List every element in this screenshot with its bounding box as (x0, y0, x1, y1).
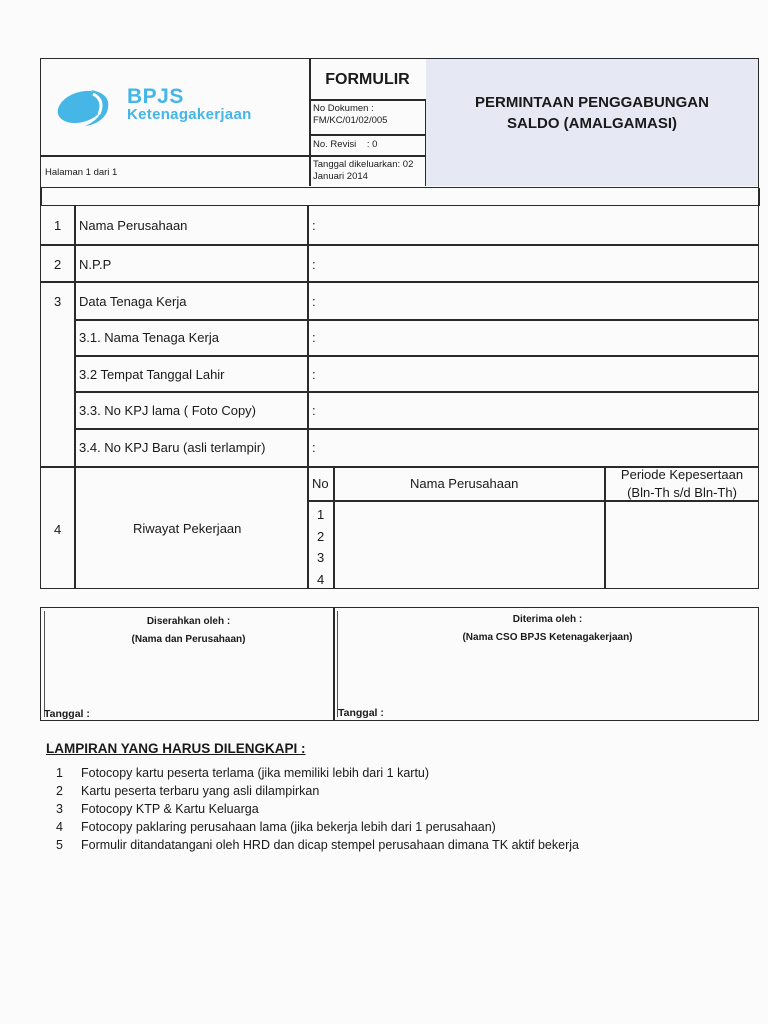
col-periode-header (606, 466, 758, 502)
riwayat-row-4: 4 (317, 572, 325, 587)
field-value-input[interactable]: : (312, 440, 316, 455)
field-value-input[interactable]: : (312, 218, 316, 233)
col-nama-perusahaan-header: Nama Perusahaan (410, 476, 519, 491)
field-label: 3.1. Nama Tenaga Kerja (79, 330, 219, 345)
lampiran-item (56, 820, 746, 836)
diserahkan-sub: (Nama dan Perusahaan) (131, 634, 246, 645)
tanggal-line1: Tanggal dikeluarkan: 02 (313, 159, 414, 170)
diserahkan-tanggal: Tanggal : (44, 708, 90, 720)
field-label: Nama Perusahaan (79, 218, 188, 233)
form-header (40, 58, 759, 188)
form-title-line2: SALDO (AMALGAMASI) (507, 115, 677, 132)
diterima-tanggal: Tanggal : (338, 707, 384, 719)
logo-text-bpjs: BPJS (127, 85, 184, 108)
lampiran-item-number: 1 (56, 766, 63, 780)
no-dokumen (313, 103, 425, 127)
lampiran-item-text: Fotocopy kartu peserta terlama (jika memiliki lebih dari 1 kartu) (81, 766, 430, 780)
riwayat-row-3: 3 (317, 550, 325, 565)
lampiran-item (56, 784, 746, 800)
lampiran-item (56, 838, 746, 854)
field-number: 2 (54, 257, 62, 272)
bpjs-logo-icon (55, 84, 125, 132)
tanggal-dikeluarkan (313, 159, 425, 183)
halaman-text: Halaman 1 dari 1 (45, 167, 118, 178)
col-no-header: No (312, 476, 329, 491)
form-title-line1: PERMINTAAN PENGGABUNGAN (475, 94, 709, 111)
lampiran-item-number: 4 (56, 820, 63, 834)
riwayat-row-1: 1 (317, 507, 325, 522)
col-periode-line1: Periode Kepesertaan (620, 467, 744, 482)
formulir-label: FORMULIR (325, 71, 410, 88)
field-label: 3.4. No KPJ Baru (asli terlampir) (79, 440, 266, 455)
field-value-input[interactable]: : (312, 330, 316, 345)
riwayat-row-2: 2 (317, 529, 325, 544)
field-label: 3.3. No KPJ lama ( Foto Copy) (79, 403, 257, 418)
no-revisi: No. Revisi : 0 (313, 139, 378, 150)
lampiran-item-number: 2 (56, 784, 63, 798)
tanggal-line2: Januari 2014 (313, 171, 368, 182)
logo-text-ketenagakerjaan: Ketenagakerjaan (127, 106, 252, 123)
row-4-number: 4 (54, 522, 62, 537)
field-value-input[interactable]: : (312, 403, 316, 418)
lampiran-title: LAMPIRAN YANG HARUS DILENGKAPI : (46, 741, 306, 756)
lampiran-item (56, 802, 746, 818)
lampiran-item-number: 5 (56, 838, 63, 852)
field-value-input[interactable]: : (312, 294, 316, 309)
field-label: 3.2 Tempat Tanggal Lahir (79, 367, 225, 382)
field-number: 1 (54, 218, 62, 233)
diserahkan-oleh: Diserahkan oleh : (146, 616, 231, 627)
field-number: 3 (54, 294, 62, 309)
diterima-sub: (Nama CSO BPJS Ketenagakerjaan) (462, 632, 633, 643)
field-value-input[interactable]: : (312, 367, 316, 382)
col-periode-line2: (Bln-Th s/d Bln-Th) (627, 485, 737, 500)
form-title (426, 92, 758, 134)
lampiran-item-text: Fotocopy paklaring perusahaan lama (jika bekerja lebih dari 1 perusahaan) (81, 820, 496, 834)
lampiran-item-text: Formulir ditandatangani oleh HRD dan dicap stempel perusahaan dimana TK aktif bekerja (81, 838, 579, 852)
bpjs-logo (55, 84, 315, 134)
diterima-oleh: Diterima oleh : (512, 614, 583, 625)
riwayat-pekerjaan-label: Riwayat Pekerjaan (133, 521, 242, 536)
form-title-box (426, 59, 758, 186)
field-label: Data Tenaga Kerja (79, 294, 187, 309)
no-dokumen-label: No Dokumen : (313, 103, 374, 114)
no-dokumen-value: FM/KC/01/02/005 (313, 115, 388, 126)
lampiran-item-text: Kartu peserta terbaru yang asli dilampirkan (81, 784, 320, 798)
lampiran-item-text: Fotocopy KTP & Kartu Keluarga (81, 802, 259, 816)
lampiran-item-number: 3 (56, 802, 63, 816)
lampiran-item (56, 766, 746, 782)
field-label: N.P.P (79, 257, 112, 272)
field-value-input[interactable]: : (312, 257, 316, 272)
